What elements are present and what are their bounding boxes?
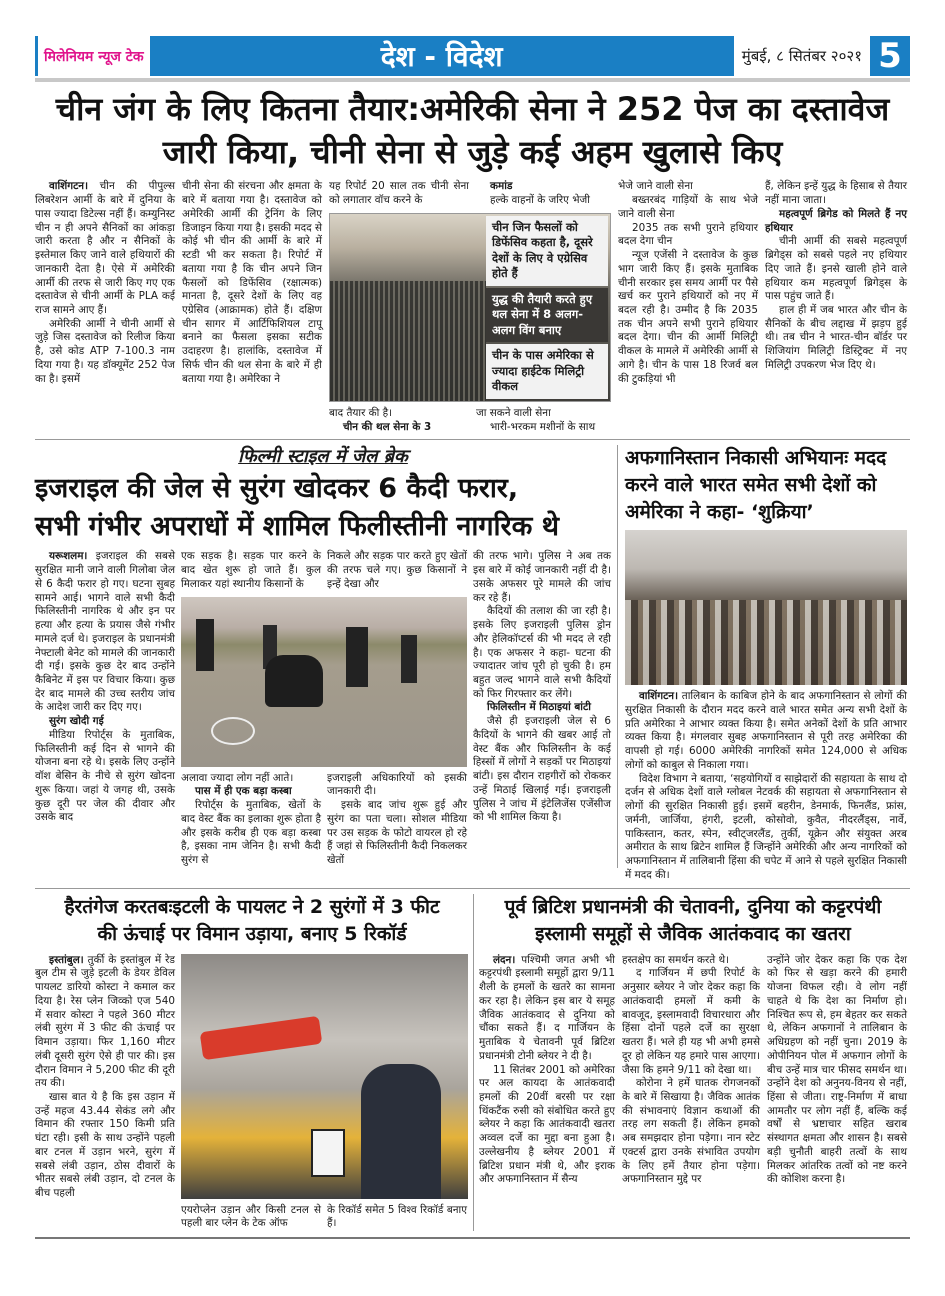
article-column (181, 550, 321, 591)
story5 (474, 894, 907, 1188)
article-column (327, 772, 467, 868)
divider (35, 888, 910, 889)
headline-line: हैरतंगेज करतबःइटली के पायलट ने 2 सुरंगों में 3 फीट (64, 895, 440, 918)
story1-headline (35, 88, 910, 174)
paragraph: इजराइली अधिकारियों को इसकी जानकारी दी। (327, 771, 467, 798)
paragraph: चीनी सेना की संरचना और क्षमता के बारे में बताया गया है। दस्तावेज को अमेरिकी आर्मी की ट्रेनिंग के लिए डिजाइन किया गया है। इसकी मदद से कोई भी चीन की आर्मी के बारे में स्टडी भी कर सकता है। रिपोर्ट में बताया गया है कि चीन अपने जिन फैसलों को डिफेंसिव (रक्षात्मक) मानता है, दूसरे देशों के लिए वह एग्रेसिव (आक्रामक) होते हैं। दक्षिण चीन सागर में आर्टिफिशियल टापू बनाने का फैसला इसका सटीक उदाहरण है। हालांकि, दस्तावेज में सिर्फ चीन की थल सेना के बारे में ही बताया गया है। अमेरिका ने (182, 180, 322, 385)
paragraph: एयरोप्लेन उड़ान और किसी टनल से पहली बार प्लेन के टेक ऑफ (181, 1203, 321, 1230)
headline-line: सभी गंभीर अपराधों में शामिल फिलीस्तीनी नागरिक थे (35, 510, 559, 542)
paragraph: की तरफ भागे। पुलिस ने अब तक इस बारे में कोई जानकारी नहीं दी है। उसके अफसर पूरे मामले की जांच कर रहे हैं। (473, 550, 611, 604)
paragraph: हैं, लेकिन इन्हें युद्ध के हिसाब से तैयार नहीं माना जाता। (765, 180, 907, 207)
paragraph: चीनी आर्मी की सबसे महत्वपूर्ण ब्रिगेड्स को सबसे पहले नए हथियार दिए जाते हैं। इनसे खाली होने वाले हथियार कम महत्वपूर्ण ब्रिगेड्स के पास पहुंच जाते हैं। (765, 235, 907, 303)
headline-line: जारी किया, चीनी सेना से जुड़े कई अहम खुलासे किए (162, 133, 783, 172)
article-column (329, 407, 469, 434)
dateline: लंदन। (493, 953, 516, 966)
article-column (476, 407, 611, 434)
article-column (625, 690, 907, 882)
masthead-divider (35, 78, 910, 82)
dateline: इस्तांबुल। (49, 953, 84, 966)
headline-line: चीन जंग के लिए कितना तैयार:अमेरिकी सेना ने 252 पेज का दस्तावेज (55, 90, 890, 128)
footer-rule (35, 1237, 910, 1239)
paragraph (35, 550, 175, 715)
paragraph: कोरोना ने हमें घातक रोगजनकों के बारे में सिखाया है। जैविक आतंक की संभावनाएं विज्ञान कथाओं की तरह लग सकती हैं। लेकिन हमको अब समझदार होना पड़ेगा। नान स्टेट एक्टर्स द्वारा उनके संभावित उपयोग के लिए हमें तैयार होना पड़ेगा। अफगानिस्तान मुद्दे पर (622, 1077, 760, 1186)
article-column (35, 550, 175, 825)
paragraph: मीडिया रिपोर्ट्स के मुताबिक, फिलिस्तीनी कई दिन से भागने की योजना बना रहे थे। इसके लिए उन्होंने वॉश बेसिन के नीचे से सुरंग खोदना शुरू किया। जहां ये जगह थी, उसके कुछ दूरी पर जेल की दीवार और उसके बाद (35, 728, 175, 824)
paragraph-text: चीन की पीपुल्स लिबरेशन आर्मी के बारे में दुनिया के पास ज्यादा डिटेल्स नहीं हैं। कम्युनिस्ट चीन न ही अपने सैनिकों का आंकड़ा जारी करता है और न सैनिकों के इस्तेमाल किए जाने वाले हथियारों की जानकारी देता है। ऐसे में अमेरिकी आर्मी की तरफ से जारी किए गए एक दस्तावेज से चीनी आर्मी के PLA कई राज सामने आए हैं। (35, 180, 175, 316)
paragraph-text: पश्चिमी जगत अभी भी कट्टरपंथी इस्लामी समूहों द्वारा 9/11 शैली के हमलों के खतरे का सामना कर रहा है। लेकिन इस बार ये समूह जैविक आतंकवाद से दुनिया को चौंका सकते हैं। द गार्जियन के मुताबिक ये चेतावनी पूर्व ब्रिटिश प्रधानमंत्री टोनी ब्लेयर ने दी है। (479, 953, 615, 1062)
newspaper-brand: मिलेनियम न्यूज टेक (35, 36, 150, 76)
paragraph: के रिकॉर्ड समेत 5 विश्व रिकॉर्ड बनाए हैं। (327, 1203, 467, 1230)
article-column (479, 954, 615, 1187)
article-column (327, 1204, 467, 1231)
red-bull-plane-tunnel-photo (181, 954, 468, 1199)
paragraph: खास बात ये है कि इस उड़ान में उन्हें महज 43.44 सेकंड लगे और विमान की रफ्तार 150 किमी प्रति घंटा रही। इसी के साथ उन्होंने पहली बार टनल में उड़ान भरने, सुरंग में सबसे लंबी उड़ान, ठोस दीवारों के भीतर सबसे लंबी उड़ान, दो टनल के बीच पहली (35, 1090, 175, 1200)
article-column (35, 954, 175, 1201)
article-column (181, 772, 321, 868)
article-column (181, 1204, 321, 1231)
paragraph: भारी-भरकम मशीनों के साथ (490, 420, 596, 433)
article-column (622, 954, 760, 1187)
dateline: यरूशलम। (49, 550, 88, 563)
story2-headline (35, 470, 611, 546)
story2-kicker: फिल्मी स्टाइल में जेल ब्रेक (238, 446, 408, 468)
article-column (618, 180, 758, 386)
article-column (767, 954, 907, 1187)
article-column (327, 550, 467, 591)
paragraph: 2035 तक सभी पुराने हथियार बदल देगा चीन (618, 221, 758, 248)
masthead (35, 36, 910, 76)
paragraph: हाल ही में जब भारत और चीन के सैनिकों के बीच लद्दाख में झड़प हुई थी। तब चीन ने भारत-चीन बॉर्डर पर शिजियांग मिलिट्री डिस्ट्रिक्ट में नए मिलिट्री उपकरण भेज दिए थे। (765, 303, 907, 371)
paragraph (625, 690, 907, 772)
paragraph: हल्के वाहनों के जरिए भेजी (490, 194, 590, 207)
photo-callouts (486, 214, 610, 401)
article-column (329, 180, 469, 207)
paragraph: भेजे जाने वाली सेना (618, 180, 693, 193)
paragraph: जैसे ही इजराइली जेल से 6 कैदियों के भागने की खबर आई तो वेस्ट बैंक और फिलिस्तीन के कई हिस्सों में लोगों ने सड़कों पर मिठाइयां बांटी। इस दौरान राहगीरों को रोककर उन्हें मिठाई खिलाई गई। इजराइली पुलिस ने जांच में इंटेलिजेंस एजेंसीज को भी शामिल किया है। (473, 715, 611, 824)
photo-callout: चीन के पास अमेरिका से ज्यादा हाईटेक मिलिट्री वीकल (486, 344, 608, 399)
photo-callout: युद्ध की तैयारी करते हुए थल सेना में 8 अलग-अलग विंग बनाए (486, 288, 608, 343)
photo-callout: चीन जिन फैसलों को डिफेंसिव कहता है, दूसरे देशों के लिए वे एग्रेसिव होते हैं (486, 216, 608, 286)
paragraph: निकले और सड़क पार करते हुए खेतों की तरफ चले गए। कुछ किसानों ने इन्हें देखा और (327, 550, 467, 590)
article-column (765, 180, 907, 372)
dateline: वाशिंगटन। (639, 690, 679, 703)
paragraph-text: तालिबान के काबिज होने के बाद अफगानिस्तान से लोगों की सुरक्षित निकासी के दौरान मदद करने वाले भारत समेत अन्य सभी देशों के प्रति अमेरिका ने आभार व्यक्त किया है। समेत अनेकों देशों के प्रति आभार व्यक्त किया है। मंगलवार सुबह अफगानिस्तान से पूरी तरह अमेरिका की वापसी हो गई। 6000 अमेरिकी नागरिकों समेत 124,000 से अधिक लोगों को काबुल से निकाला गया। (625, 690, 907, 771)
paragraph-text: तुर्की के इस्तांबुल में रेड बुल टीम से जुड़े इटली के डेयर डेविल पायलट डारियो कोस्टा ने कमाल कर दिया है। रेस प्लेन जिव्को एज 540 में सवार कोस्टा ने पहले 360 मीटर लंबी सुरंग में 3 फीट की ऊंचाई पर विमान उड़ाया। फिर 1,160 मीटर लंबी दूसरी सुरंग ऐसे ही पार की। इस दौरान विमान ने 5,200 फीट की दूरी तय की। (35, 953, 175, 1090)
middle-band (35, 445, 910, 882)
story1-body (35, 180, 910, 434)
paragraph: द गार्जियन में छपी रिपोर्ट के अनुसार ब्लेयर ने जोर देकर कहा कि आतंकवादी हमलों में कमी के बावजूद, इस्लामवादी विचारधारा और हिंसा दोनों पहले दर्जे का सुरक्षा खतरा हैं। भले ही यह भी अभी हमसे दूर हो लेकिन यह हमारे पास आएगा। जैसा कि हमने 9/11 को देखा था। (622, 967, 760, 1076)
story2 (35, 445, 618, 867)
paragraph: यह रिपोर्ट 20 साल तक चीनी सेना को लगातार वॉच करने के (329, 180, 469, 207)
paragraph: एक सड़क है। सड़क पार करने के बाद खेत शुरू हो जाते हैं। कुल मिलाकर यहां स्थानीय किसानों के (181, 550, 321, 590)
headline-line: की ऊंचाई पर विमान उड़ाया, बनाए 5 रिकॉर्ड (97, 923, 407, 946)
bottom-band (35, 894, 910, 1232)
paragraph: बाद तैयार की है। (329, 407, 393, 419)
paragraph (479, 954, 615, 1064)
headline-line: पूर्व ब्रिटिश प्रधानमंत्री की चेतावनी, दुनिया को कट्टरपंथी (504, 895, 882, 918)
subheading: कमांड (490, 180, 513, 193)
dateline: वाशिंगटन। (49, 180, 89, 193)
subheading: फिलिस्तीन में मिठाइयां बांटी (487, 701, 591, 714)
paragraph (35, 180, 175, 317)
article-column (35, 180, 175, 386)
divider (35, 439, 910, 440)
paragraph: हस्तक्षेप का समर्थन करते थे। (622, 953, 730, 966)
paragraph: जा सकने वाली सेना (476, 407, 551, 419)
story4 (35, 894, 474, 1232)
edition-date: मुंबई, ८ सितंबर २०२१ (741, 47, 862, 65)
paragraph: रिपोर्ट्स के मुताबिक, खेतों के बाद वेस्ट बैंक का इलाका शुरू होता है और इसके करीब ही एक बड़ा कस्बा है, इसका नाम जेनिन है। सभी कैदी सुरंग से (181, 799, 321, 866)
article-column (473, 550, 611, 825)
headline-line: इस्लामी समूहों से जैविक आतंकवाद का खतरा (535, 923, 851, 946)
article-column (476, 180, 611, 207)
paragraph: बख्तरबंद गाड़ियों के साथ भेजे जाने वाली सेना (618, 194, 758, 220)
paragraph: अमेरिकी आर्मी ने चीनी आर्मी से जुड़े जिस दस्तावेज को रिलीज किया है, उसे कोड ATP 7-100.3 नाम दिया गया है। यह डॉक्यूमेंट 252 पेज का है। इसमें (35, 317, 175, 385)
paragraph: अलावा ज्यादा लोग नहीं आते। (181, 771, 294, 784)
page-number: 5 (870, 36, 910, 76)
paragraph: कैदियों की तलाश की जा रही है। इसके लिए इजराइली पुलिस ड्रोन और हेलिकॉप्टर्स की भी मदद ले रही है। एक अफसर ने कहा- घटना की ज्यादातर जांच पूरी हो चुकी है। हम बहुत जल्द भागने वाले सभी कैदियों को फिर गिरफ्तार कर लेंगे। (473, 605, 611, 700)
subheading: महत्वपूर्ण ब्रिगेड को मिलते हैं नए हथियार (765, 207, 907, 234)
subheading: पास में ही एक बड़ा कस्बा (195, 785, 292, 798)
story1-photo-block (329, 180, 611, 434)
paragraph: विदेश विभाग ने बताया, ‘सहयोगियों व साझेदारों की सहायता के साथ दो दर्जन से अधिक देशों वाले ग्लोबल नेटवर्क की सहायता से अफगानिस्तान से लोगों की सुरक्षित निकासी हुई। इसमें बहरीन, डेनमार्क, फिनलैंड, फ्रांस, जर्मनी, जार्जिया, हंगरी, इटली, कोसोवो, कुवैत, नीदरलैंड्स, नार्वे, पाकिस्तान, कतर, स्पेन, स्वीट्जरलैंड, तुर्की, यूक्रेन और संयुक्त अरब अमीरात के साथ ब्रिटेन शामिल हैं जिन्होंने अमेरिकी और अन्य नागरिकों को अफगानिस्तान में तालिबानी हिंसा की चपेट में आने से पहले सुरक्षित निकासी में मदद की। (625, 772, 907, 881)
paragraph: न्यूज एजेंसी ने दस्तावेज के कुछ भाग जारी किए हैं। इसके मुताबिक चीनी सरकार इस समय आर्मी पर पैसे खर्च कर पुराने हथियारों को नए में बदल रही है। उम्मीद है कि 2035 तक चीन अपने सभी पुराने हथियार बदल देगा। चीन की आर्मी मिलिट्री वीकल के मामले में अमेरिकी आर्मी से आगे है। चीन के पास 18 रिजर्व बल की टुकड़ियां भी (618, 249, 758, 385)
subheading: सुरंग खोदी गई (49, 715, 104, 728)
paragraph: इसके बाद जांच शुरू हुई और सुरंग का पता चला। सोशल मीडिया पर उस सड़क के फोटो वायरल हो रहे हैं जहां से फिलिस्तीनी कैदी निकलकर खेतों (327, 799, 467, 866)
paragraph: 11 सितंबर 2001 को अमेरिका पर अल कायदा के आतंकवादी हमलों की 20वीं बरसी पर रक्षा थिंकटैंक रुसी को संबोधित करते हुए ब्लेयर ने कहा कि आतंकवादी खतरा अव्वल दर्जे का मुद्दा बना हुआ है। उल्लेखनीय है ब्लेयर 2001 में ब्रिटिश प्रधान मंत्री थे, और इराक और अफगानिस्तान में सैन्य (479, 1063, 615, 1186)
section-title: देश - विदेश (150, 36, 734, 76)
article-column (182, 180, 322, 386)
subheading: चीन की थल सेना के 3 (343, 420, 432, 433)
kabul-evacuation-crowd-photo (625, 530, 907, 685)
chinese-army-parade-photo (329, 213, 611, 402)
paragraph-text: इजराइल की सबसे सुरक्षित मानी जाने वाली गिलोबा जेल से 6 कैदी फरार हो गए। घटना सुबह सामने आई। भागने वाले सभी कैदी फिलिस्तीनी नागरिक थे और इन पर हत्या और हत्या के प्रयास जैसे गंभीर मामले दर्ज थे। इजराइल के प्रधानमंत्री नेफ्टाली बेनेट को मामले की जानकारी दी गई। इसके कुछ देर बाद उन्होंने कैबिनेट में इस पर विचार किया। कुछ देर बाद मामले की उच्च स्तरीय जांच के आदेश जारी कर दिए गए। (35, 550, 175, 714)
story5-headline (479, 894, 907, 949)
prison-tunnel-exit-photo (181, 597, 467, 767)
story3 (618, 445, 907, 882)
story4-headline (35, 894, 469, 949)
story3-headline: अफगानिस्तान निकासी अभियानः मदद करने वाले भारत समेत सभी देशों को अमेरिका ने कहा- ‘शुक्रिया’ (625, 447, 887, 523)
paragraph: उन्होंने जोर देकर कहा कि एक देश को फिर से खड़ा करने की हमारी योजना विफल रही। वे लोग नहीं चाहते थे कि देश का निर्माण हो। निश्चित रूप से, हम बेहतर कर सकते थे, लेकिन अफगानों ने तालिबान के अधिग्रहण को नहीं चुना। 2019 के ओपीनियन पोल में अफगान लोगों के बीच उन्हें मात्र चार फीसद समर्थन था। उन्होंने देश को अनुनय-विनय से नहीं, हिंसा से जीता। राष्ट्र-निर्माण में बाधा आमतौर पर लोग नहीं हैं, बल्कि कई वर्षों से भ्रष्टाचार सहित खराब संस्थागत क्षमता और शासन है। सबसे बड़ी चुनौती बाहरी तत्वों के साथ मिलकर आंतरिक तत्वों को नष्ट करने की कोशिश करना है। (767, 953, 907, 1186)
paragraph (35, 954, 175, 1091)
headline-line: इजराइल की जेल से सुरंग खोदकर 6 कैदी फरार, (35, 472, 519, 504)
